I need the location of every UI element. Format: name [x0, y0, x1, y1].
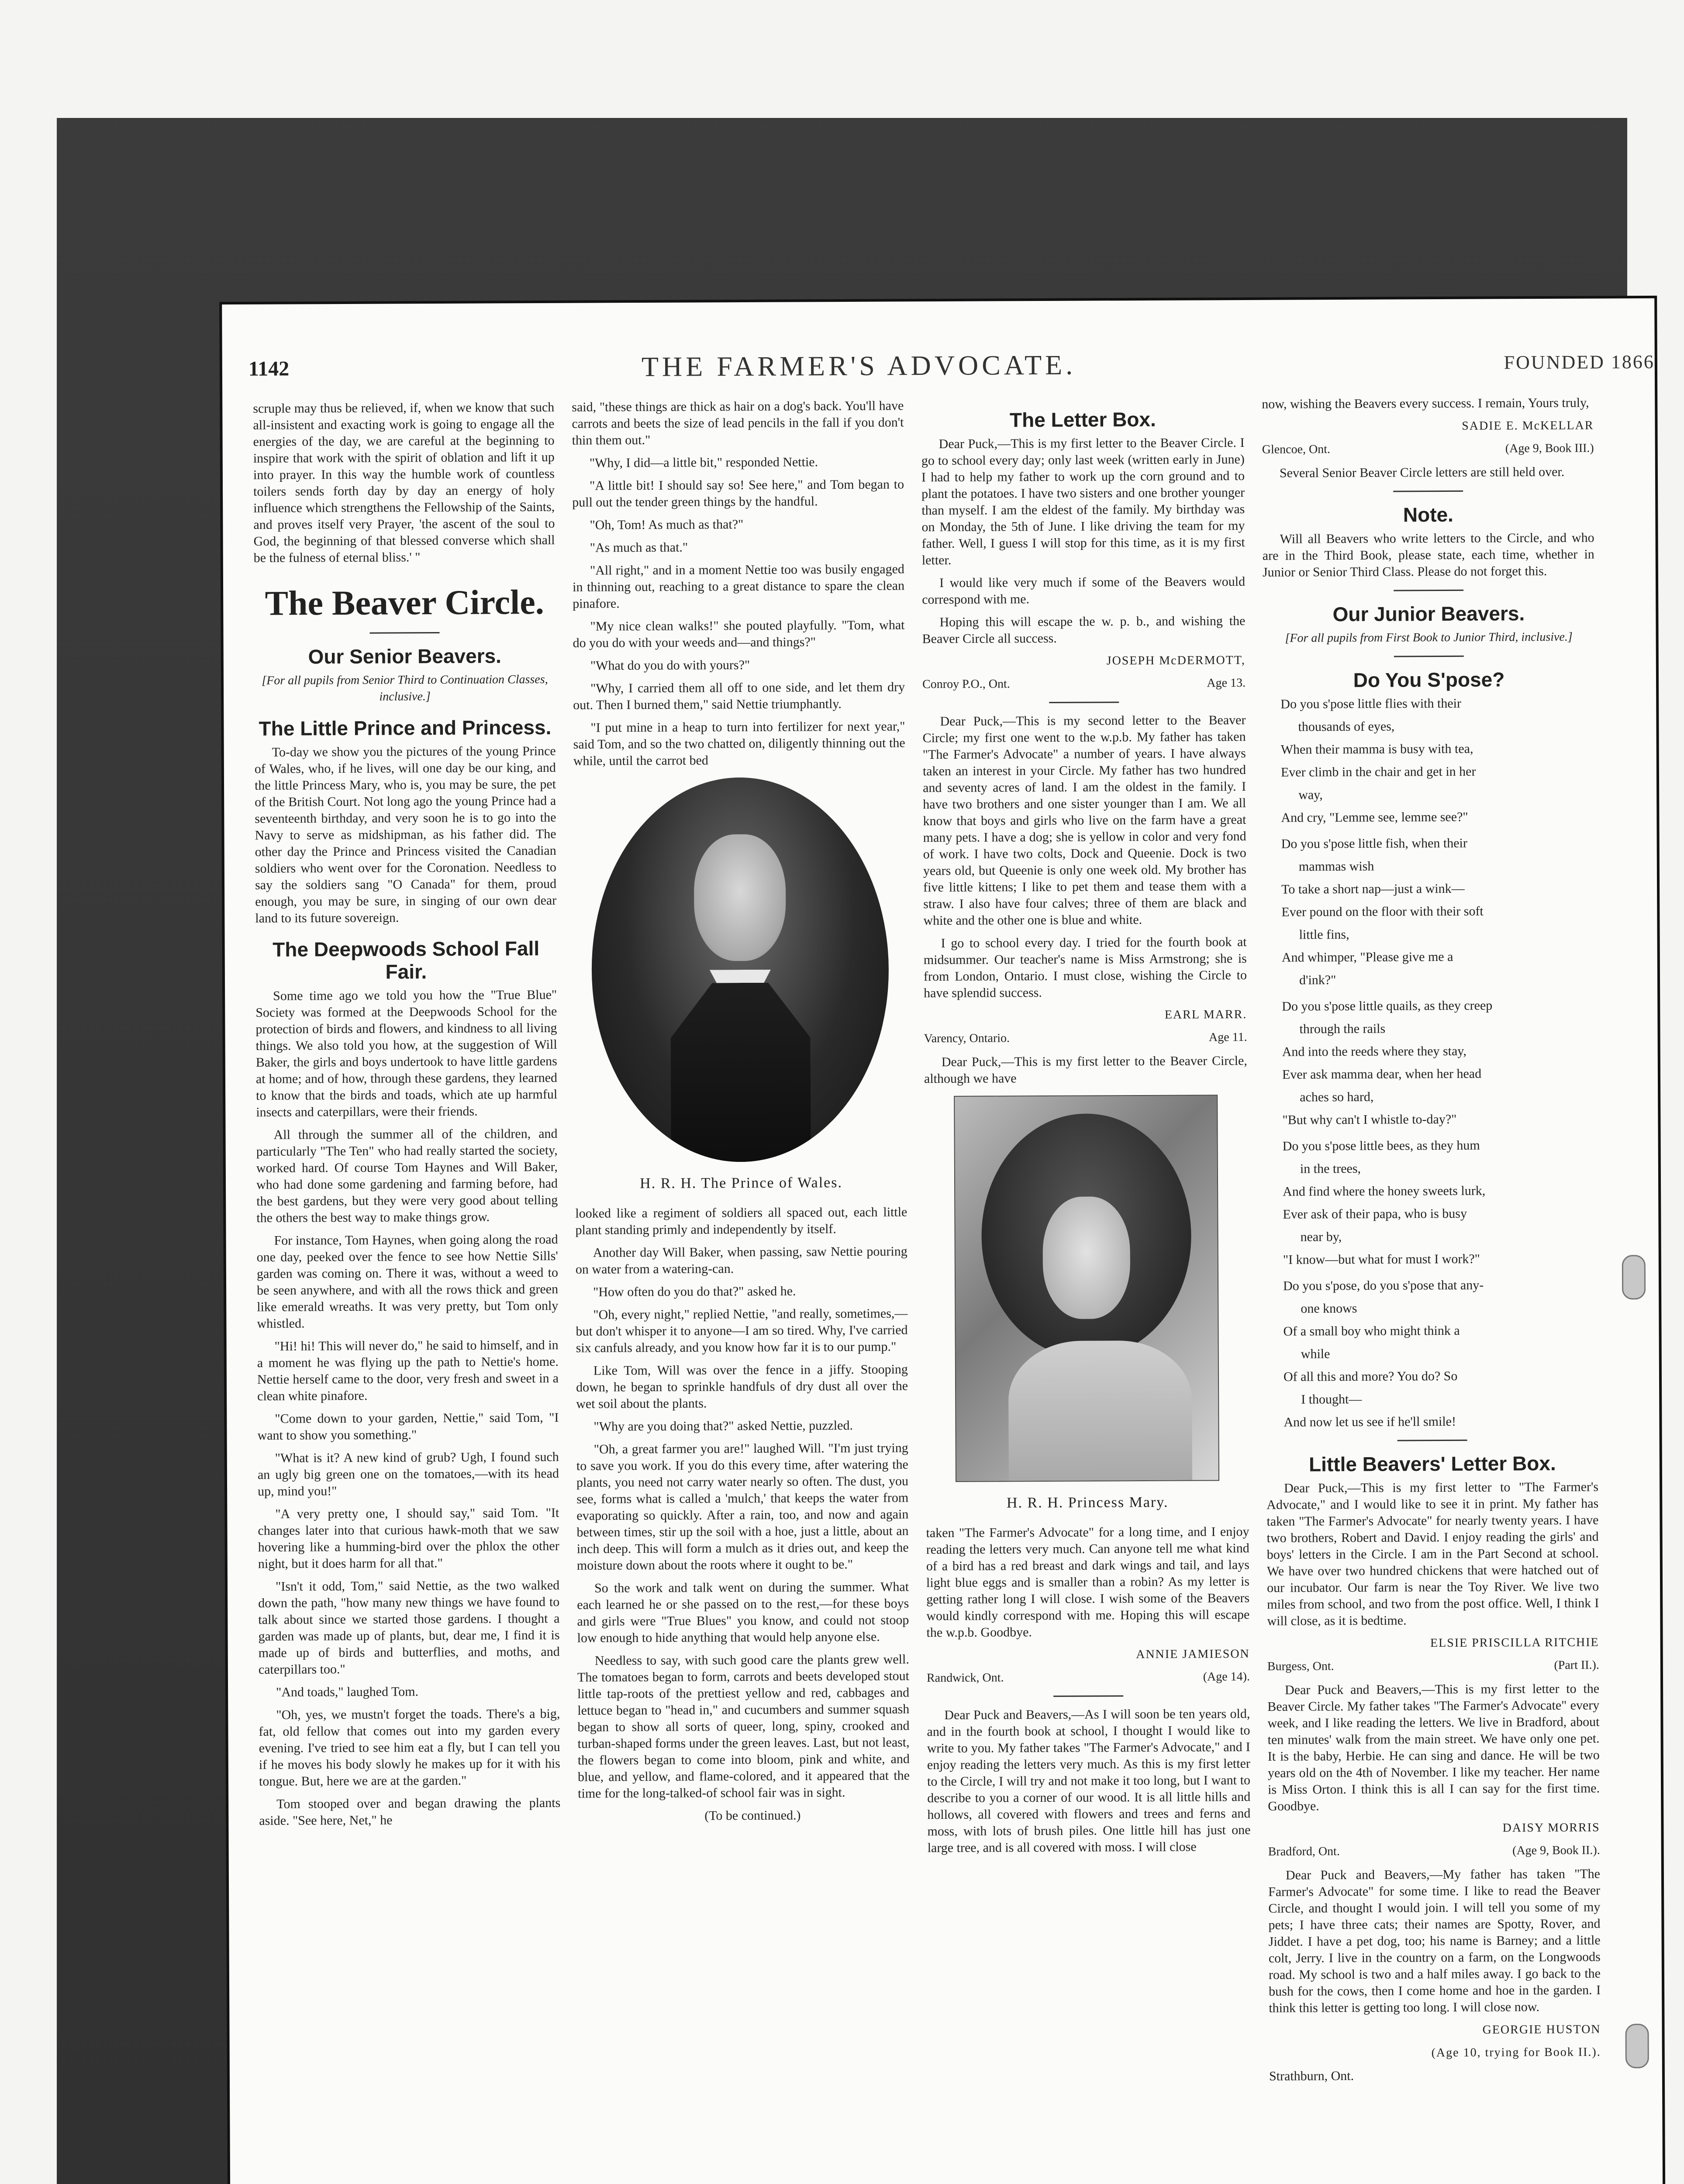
newspaper-page: [222, 298, 1665, 2184]
poem-heading: Do You S'pose?: [1353, 668, 1505, 691]
poem-line: Ever ask of their papa, who is busy: [1283, 1206, 1467, 1222]
letter-age: Age 13.: [1207, 676, 1246, 690]
founded-label: FOUNDED 1866: [1504, 351, 1655, 373]
paragraph: "What do you do with yours?": [590, 657, 750, 673]
poem-line: near by,: [1300, 1230, 1342, 1244]
paragraph: To-day we show you the pictures of the young Prince of Wales, who, if he lives, will one day be our king, and the little Princess Mary, who is, you may be sure, the pet of the British Court. Not long ago the young Prince had a seventeenth birthday, and very soon he is to go into the Navy to serve as midshipman, as his father did. The other day the Prince and Princess visited the Canadian soldiers who went over for the Coronation. Needless to say the soldiers sang "O Canada" for them, proud enough, you may be sure, in singing of our own dear land to its future sovereign.: [254, 743, 557, 926]
divider: [1049, 702, 1119, 703]
poem-line: in the trees,: [1300, 1161, 1361, 1176]
letter-location-row: [1268, 1842, 1600, 1860]
paragraph: "A little bit! I should say so! See here," and Tom began to pull out the tender green things by the handful.: [572, 477, 904, 510]
paragraph: So the work and talk went on during the summer. What each learned he or she passed on to the rest,—for these boys and girls were "True Blues" you know, and could not stoop low enough to hide anything that would help anyone else.: [577, 1579, 909, 1645]
letter-paragraph: Dear Puck,—This is my second letter to the Beaver Circle; my first one went to the w.p.b. My father has taken "The Farmer's Advocate" a number of years. I have always taken an interest in your Circle. My father has two hundred and seventy acres of land. I am the oldest in the family. I have two brothers and one sister younger than I am. We all know that boys and girls who live on the farm have a great many pets. I have a dog; she is yellow in color and very fond of work. I have two colts, Dock and Queenie. Dock is two years old, but Queenie is only one week old. My brother has five little kittens; I like to pet them and tease them with a straw. I also have four calves; three of them are black and white and the other one is blue and white.: [922, 712, 1247, 928]
letter-signature: SADIE E. McKELLAR: [1462, 418, 1594, 433]
letter-location-row: [1267, 1657, 1599, 1675]
column-2: [572, 397, 910, 1831]
letter-signature: DAISY MORRIS: [1502, 1821, 1600, 1835]
poem-line: d'ink?": [1299, 973, 1336, 988]
poem-line: little fins,: [1299, 927, 1349, 942]
prince-princess-heading: The Little Prince and Princess.: [259, 715, 552, 740]
paragraph: "Oh, Tom! As much as that?": [590, 517, 744, 532]
letter-paragraph: Dear Puck,—This is my first letter to the Beaver Circle. I go to school every day; only last week (written early in June) I had to help my father to work up the corn ground and to plant the potatoes. I have two sisters and one brother younger than myself. I am the eldest of the family. My birthday was on Monday, the 5th of June. I like driving the team for my father. Well, I guess I will stop for this time, as it is my first letter.: [921, 435, 1245, 568]
letter-paragraph: now, wishing the Beavers every success. I remain, Yours truly,: [1262, 395, 1589, 411]
letter-paragraph: Dear Puck and Beavers,—This is my first letter to the Beaver Circle. My father takes "The Farmer's Advocate" every week, and I like reading the letters. We live in Bradford, about ten minutes' walk from the main street. We have only one pet. It is the baby, Herbie. He can sing and dance. He will be two years old on the 4th of November. I like my teacher. Her name is Miss Orton. I think this is all I can say for the first time. Goodbye.: [1267, 1681, 1600, 1814]
poem-line: aches so hard,: [1300, 1089, 1374, 1105]
paragraph: "Oh, a great farmer you are!" laughed Will. "I'm just trying to save you work. If you do this every time, after watering the plants, you need not carry water nearly so often. The dust, you see, forms what is called a 'mulch,' that keeps the water from evaporating so quickly. After a rain, too, and now and again between times, stir up the soil with a hoe, just a little, about an inch deep. This will form a mulch as it dries out, and keep the moisture down about the roots where it ought to be.": [576, 1441, 909, 1573]
paragraph: Will all Beavers who write letters to the Circle, and who are in the Third Book, please state, each time, whether in Junior or Senior Third Class. Please do not forget this.: [1262, 530, 1594, 580]
poem-line: And into the reeds where they stay,: [1282, 1044, 1467, 1059]
divider: [370, 632, 440, 634]
paragraph: Tom stooped over and began drawing the plants aside. "See here, Net," he: [259, 1795, 561, 1828]
photo-face: [1042, 1196, 1130, 1319]
paragraph: "Come down to your garden, Nettie," said Tom, "I want to show you something.": [257, 1410, 559, 1443]
beaver-circle-heading: The Beaver Circle.: [265, 583, 544, 623]
column-1: [253, 399, 560, 1835]
letter-location: Conroy P.O., Ont.: [922, 677, 1010, 691]
paragraph: "And toads," laughed Tom.: [276, 1684, 419, 1700]
page-number: 1142: [248, 357, 290, 380]
poem-line: I thought—: [1301, 1392, 1362, 1407]
poem-line: "But why can't I whistle to-day?": [1282, 1112, 1457, 1127]
portrait-face: [694, 834, 786, 961]
paragraph: Like Tom, Will was over the fence in a jiffy. Stooping down, he began to sprinkle handfuls of dry dust all over the wet soil about the plants.: [576, 1362, 908, 1411]
senior-beavers-heading: Our Senior Beavers.: [308, 644, 502, 668]
letter-location: Varency, Ontario.: [924, 1031, 1010, 1046]
poem-line: Do you s'pose little bees, as they hum: [1282, 1138, 1480, 1154]
paragraph: scruple may thus be relieved, if, when we know that such all-insistent and exacting work is going to engage all the energies of the day, we are careful at the beginning to inspire that work with the spirit of oblation and lift it up into prayer. In this way the humble work of countless toilers sends forth day by day an energy of holy influence which strengthens the Fellowship of the Saints, and proves itself very Prayer, 'the ascent of the soul to God, the beginning of that blessed converse which shall be the fulness of eternal bliss.' ": [253, 400, 555, 565]
column-4: [1262, 394, 1601, 2091]
paragraph: "A very pretty one, I should say," said Tom. "It changes later into that curious hawk-moth that we saw hovering like a humming-bird over the phlox the other night, but it does harm for all that.": [258, 1505, 559, 1571]
poem-line: Do you s'pose, do you s'pose that any-: [1283, 1278, 1484, 1293]
letter-paragraph: Hoping this will escape the w. p. b., and wishing the Beaver Circle all success.: [922, 613, 1246, 646]
paragraph: "My nice clean walks!" she pouted playfully. "Tom, what do you do with your weeds and—and things?": [573, 618, 905, 650]
letter-age: (Age 10, trying for Book II.).: [1431, 2045, 1601, 2060]
letter-paragraph: Dear Puck and Beavers,—My father has taken "The Farmer's Advocate" for some time. I like to read the Beaver Circle, and thought I would join. I will tell you some of my pets; I have three cats; their names are Spotty, Rover, and Jiddet. I have a pet dog, too; his name is Barney; and a little colt, Jerry. I live in the country on a farm, on the Longwoods road. My school is two and a half miles away. I go back to the bush for the cows, then I come home and hoe in the garden. I think this letter is getting too long. I will close now.: [1268, 1866, 1601, 2015]
poem-line: one knows: [1301, 1301, 1357, 1316]
letter-age: Age 11.: [1208, 1030, 1247, 1044]
poem-line: Ever climb in the chair and get in her: [1280, 764, 1476, 780]
letter-location-row: [927, 1669, 1250, 1686]
prince-caption: H. R. H. The Prince of Wales.: [640, 1175, 843, 1192]
paragraph: Another day Will Baker, when passing, saw Nettie pouring on water from a watering-can.: [575, 1244, 908, 1277]
poem-line: way,: [1298, 788, 1323, 802]
column-3: [921, 396, 1251, 1863]
paragraph: "I put mine in a heap to turn into fertilizer for next year," said Tom, and so the two chatted on, diligently thinning out the while, until the carrot bed: [573, 719, 905, 768]
paragraph: "Hi! hi! This will never do," he said to himself, and in a moment he was flying up the path to Nettie's home. Nettie herself came to the door, very fresh and sweet in a clean white pinafore.: [257, 1337, 559, 1403]
letter-age: (Age 9, Book II.).: [1512, 1843, 1600, 1858]
divider: [1398, 1440, 1467, 1441]
letter-paragraph: Dear Puck,—This is my first letter to "The Farmer's Advocate," and I would like to see it in print. My father has taken "The Farmer's Advocate" for nearly twenty years. I have two brothers, Robert and David. I enjoy reading the girls' and boys' letters in the Circle. I am in the Part Second at school. We have over two hundred chickens that were hatched out of our incubator. Our farm is near the Toy River. We live two miles from school, and two from the post office. Well, I think I will close, as it is bedtime.: [1266, 1479, 1599, 1628]
poem-line: Of a small boy who might think a: [1283, 1323, 1460, 1339]
letter-box-heading: The Letter Box.: [1009, 408, 1156, 432]
letter-location: Strathburn, Ont.: [1269, 2068, 1354, 2084]
poem-line: "I know—but what for must I work?": [1283, 1251, 1480, 1267]
letter-location-row: [1262, 440, 1594, 458]
letter-paragraph: I go to school every day. I tried for the fourth book at midsummer. Our teacher's name is Miss Armstrong; she is from London, Ontario. I must close, wishing the Circle to have splendid success.: [923, 934, 1247, 1001]
paragraph: For instance, Tom Haynes, when going along the road one day, peeked over the fence to see how Nettie Sills' garden was coming on. There it was, without a weed to be seen anywhere, and with all the rows thick and green like emerald wreaths. It was very pretty, but Tom only whistled.: [256, 1232, 559, 1331]
letter-paragraph: Dear Puck,—This is my first letter to the Beaver Circle, although we have: [924, 1053, 1247, 1086]
divider: [1394, 590, 1463, 591]
photo-dress: [1008, 1341, 1192, 1482]
scan-margin-top: [0, 0, 1684, 118]
poem-line: And whimper, "Please give me a: [1281, 949, 1453, 965]
paragraph: "Why are you doing that?" asked Nettie, puzzled.: [594, 1418, 853, 1434]
paragraph: All through the summer all of the children, and particularly "The Ten" who had really started the society, worked hard. Of course Tom Haynes and Will Baker, who had done some gardening and farming before, had the best gardens, but they were very good about telling the others the best way to make things grow.: [256, 1126, 558, 1225]
deepwoods-heading: The Deepwoods School Fall Fair.: [273, 937, 540, 983]
paragraph: looked like a regiment of soldiers all spaced out, each little plant standing primly and independently by itself.: [575, 1205, 908, 1237]
poem-line: To take a short nap—just a wink—: [1281, 881, 1465, 897]
letter-age: (Age 14).: [1203, 1669, 1250, 1684]
little-beavers-heading: Little Beavers' Letter Box.: [1308, 1451, 1556, 1476]
letter-signature: JOSEPH McDERMOTT,: [1106, 653, 1246, 668]
letter-paragraph: I would like very much if some of the Beavers would correspond with me.: [922, 574, 1246, 607]
paragraph: "Isn't it odd, Tom," said Nettie, as the two walked down the path, "how many new things we have found to talk about since we started those gardens. I thought a garden was made up of plants, but, dear me, I find it is made up of birds and butterflies, and moths, and caterpillars too.": [258, 1578, 560, 1677]
letter-location: Bradford, Ont.: [1268, 1845, 1340, 1859]
poem-line: Do you s'pose little flies with their: [1280, 696, 1462, 712]
paragraph: "As much as that.": [590, 540, 688, 555]
letter-signature: EARL MARR.: [1164, 1007, 1247, 1022]
paragraph: "What is it? A new kind of grub? Ugh, I found such an ugly big green one on the tomatoes,—with its head up, mind you!": [257, 1449, 559, 1499]
poem-line: thousands of eyes,: [1298, 719, 1395, 734]
letter-signature: ANNIE JAMIESON: [1136, 1647, 1250, 1662]
letter-location: Randwick, Ont.: [926, 1671, 1004, 1685]
paragraph: Several Senior Beaver Circle letters are still held over.: [1279, 464, 1565, 480]
paragraph: "How often do you do that?" asked he.: [593, 1284, 796, 1299]
letter-age: (Age 9, Book III.): [1505, 441, 1594, 456]
princess-caption: H. R. H. Princess Mary.: [1006, 1494, 1169, 1511]
junior-beavers-heading: Our Junior Beavers.: [1332, 602, 1525, 626]
poem-line: And cry, "Lemme see, lemme see?": [1281, 809, 1468, 825]
continued-note: (To be continued.): [704, 1808, 801, 1823]
masthead-title: THE FARMER'S ADVOCATE.: [641, 349, 1077, 382]
letter-location: Glencoe, Ont.: [1262, 442, 1331, 456]
letter-age: (Part II.).: [1554, 1658, 1599, 1672]
poem-line: through the rails: [1299, 1021, 1386, 1037]
paragraph: said, "these things are thick as hair on a dog's back. You'll have carrots and beets the size of lead pencils in the fall if you don't thin them out.": [572, 398, 904, 448]
paragraph: "Why, I did—a little bit," responded Nettie.: [589, 455, 818, 470]
letter-signature: ELSIE PRISCILLA RITCHIE: [1430, 1635, 1599, 1650]
letter-signature: GEORGIE HUSTON: [1482, 2022, 1601, 2037]
poem-line: Do you s'pose little quails, as they creep: [1282, 998, 1493, 1014]
letter-paragraph: Dear Puck and Beavers,—As I will soon be ten years old, and in the fourth book at school, I thought I would like to write to you. My father takes "The Farmer's Advocate," and I enjoy reading the letters very much. As this is my first letter to the Circle, I will try and not make it too long, but I want to describe to you a corner of our wood. It is all little hills and hollows, all covered with flowers and trees and ferns and moss, with lots of brush piles. One little hill has just one large tree, and is all covered with moss. I will close: [927, 1706, 1251, 1856]
poem-line: When their mamma is busy with tea,: [1280, 741, 1474, 757]
letter-location-row: [922, 675, 1246, 693]
senior-beavers-note: [For all pupils from Senior Third to Continuation Classes, inclusive.]: [262, 672, 548, 704]
paragraph: Needless to say, with such good care the plants grew well. The tomatoes began to form, carrots and beets developed stout little tap-roots of the prettiest yellow and red, cabbages and lettuce began to "head in," and cucumbers and summer squash began to show all sorts of queer, long, spiny, crooked and turban-shaped forms under the green leaves. Last, but not least, the flowers began to come into bloom, pink and white, and blue, and yellow, and flame-colored, and it appeared that the time for the long-talked-of school fair was in sight.: [577, 1652, 910, 1801]
paragraph: "Oh, yes, we mustn't forget the toads. There's a big, fat, old fellow that comes out into my garden every evening. I've tried to see him eat a fly, but I can tell you if he moves his body slowly he makes up for it with his tongue. But, here we are at the garden.": [259, 1706, 560, 1789]
paragraph: Some time ago we told you how the "True Blue" Society was formed at the Deepwoods School for the protection of birds and flowers, and kindness to all living things. We also told you how, at the suggestion of Will Baker, the girls and boys undertook to have little gardens at home; and of how, through these gardens, they learned to know that the birds and toads, which ate up harmful insects and caterpillars, were their friends.: [255, 987, 558, 1120]
portrait-jacket: [670, 982, 811, 1162]
poem-line: And now let us see if he'll smile!: [1284, 1414, 1456, 1430]
page-header: [248, 351, 1655, 383]
binding-clip-icon: [1622, 1255, 1646, 1299]
poem-line: Ever pound on the floor with their soft: [1281, 904, 1484, 919]
poem-line: mammas wish: [1298, 859, 1374, 874]
poem-line: And find where the honey sweets lurk,: [1283, 1183, 1486, 1199]
princess-mary-photo: [954, 1095, 1219, 1482]
paragraph: "All right," and in a moment Nettie too was busily engaged in thinning out, reaching to a great distance to spare the clean pinafore.: [572, 562, 905, 611]
paragraph: "Why, I carried them all off to one side, and let them dry out. Then I burned them," said Nettie triumphantly.: [573, 680, 905, 712]
scan-margin-left: [0, 0, 57, 2184]
binding-clip-icon: [1625, 2024, 1649, 2068]
poem-line: Do you s'pose little fish, when their: [1281, 836, 1467, 851]
junior-beavers-note: [For all pupils from First Book to Junior Third, inclusive.]: [1285, 630, 1573, 645]
prince-of-wales-portrait: [591, 777, 890, 1163]
poem-line: Ever ask mamma dear, when her head: [1282, 1066, 1482, 1082]
note-heading: Note.: [1403, 503, 1453, 526]
divider: [1053, 1695, 1123, 1697]
letter-location: Burgess, Ont.: [1267, 1659, 1334, 1673]
paragraph: "Oh, every night," replied Nettie, "and really, sometimes,—but don't whisper it to anyone—I am so tired. Why, I've carried six canfuls already, and you know how far it is to our pump.": [576, 1306, 908, 1355]
divider: [1393, 491, 1463, 492]
poem-line: while: [1301, 1347, 1330, 1362]
letter-location-row: [924, 1029, 1247, 1047]
letter-paragraph: taken "The Farmer's Advocate" for a long time, and I enjoy reading the letters very much. Can anyone tell me what kind of a bird has a red breast and dark wings and tail, and lays light blue eggs and is smaller than a robin? As my letter is getting rather long I will close. I wish some of the Beavers would kindly correspond with me. Hoping this will escape the w.p.b. Goodbye.: [926, 1524, 1250, 1640]
divider: [1394, 656, 1464, 657]
poem-line: Of all this and more? You do? So: [1283, 1368, 1458, 1384]
